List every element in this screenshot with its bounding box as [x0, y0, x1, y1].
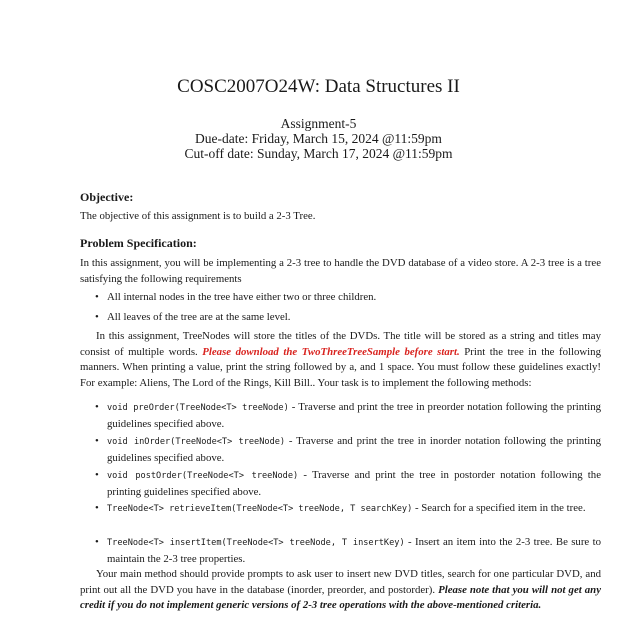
objective-heading: Objective: [80, 190, 134, 204]
closing-paragraph [80, 567, 601, 614]
requirement-item [95, 290, 601, 306]
method-item [95, 400, 601, 432]
method-item [95, 501, 601, 518]
requirement-text: All internal nodes in the tree have either two or three children. [107, 291, 377, 303]
requirement-item [95, 310, 601, 326]
bullet-icon: • [95, 435, 99, 447]
problem-paragraph-2 [80, 329, 601, 391]
bullet-icon: • [95, 401, 99, 413]
assignment-number: Assignment-5 [280, 116, 357, 131]
credit-warning: Please note that you will not get any credit if you do not implement generic versions of 2-3 tree operations with the above-mentioned criteria. [80, 583, 601, 611]
method-description: - Search for a specified item in the tree. [412, 502, 586, 514]
problem-heading: Problem Specification: [80, 236, 197, 250]
bullet-icon: • [95, 469, 99, 481]
objective-text: The objective of this assignment is to build a 2-3 Tree. [80, 210, 316, 222]
cutoff-date: Cut-off date: Sunday, March 17, 2024 @11:59pm [184, 146, 453, 161]
requirement-text: All leaves of the tree are at the same level. [107, 311, 291, 323]
document-title: COSC2007O24W: Data Structures II [177, 76, 460, 97]
method-item [95, 535, 601, 567]
paragraph-text: Print the tree in the following manners. When printing a value, print the string followed by a, and 1 space. You must follow these guidelines exactly! For example: Aliens, The Lord of the Rings, Kill Bill.. Your task is to implement the following methods: [80, 345, 601, 389]
method-signature: TreeNode<T> retrieveItem(TreeNode<T> treeNode, T searchKey) [107, 504, 413, 514]
method-signature: void preOrder(TreeNode<T> treeNode) [107, 403, 289, 413]
download-notice: Please download the TwoThreeTreeSample before start. [202, 345, 460, 358]
method-description: - Traverse and print the tree in postorder notation following the printing guidelines specified above. [107, 469, 601, 498]
method-description: - Traverse and print the tree in preorder notation following the printing guidelines specified above. [107, 401, 601, 430]
due-date: Due-date: Friday, March 15, 2024 @11:59pm [195, 131, 442, 146]
bullet-icon: • [95, 291, 99, 303]
method-item [95, 434, 601, 466]
method-description: - Insert an item into the 2-3 tree. Be sure to maintain the 2-3 tree properties. [107, 536, 601, 565]
paragraph-text: In this assignment, TreeNodes will store the titles of the DVDs. The title will be stored as a string and titles may consist of multiple words. [80, 330, 601, 358]
method-item [95, 468, 601, 500]
method-signature: TreeNode<T> insertItem(TreeNode<T> treeNode, T insertKey) [107, 538, 405, 548]
method-description: - Traverse and print the tree in inorder notation following the printing guidelines specified above. [107, 435, 601, 464]
paragraph-text: Your main method should provide prompts to ask user to insert new DVD titles, search for one particular DVD, and print out all the DVD you have in the database (inorder, preorder, and postorder). [80, 568, 601, 596]
method-signature: void inOrder(TreeNode<T> treeNode) [107, 437, 286, 447]
bullet-icon: • [95, 536, 99, 548]
bullet-icon: • [95, 311, 99, 323]
method-signature: void postOrder(TreeNode<T> treeNode) [107, 471, 299, 481]
bullet-icon: • [95, 502, 99, 514]
problem-intro: In this assignment, you will be implementing a 2-3 tree to handle the DVD database of a video store. A 2-3 tree is a tree satisfying the following requirements [80, 257, 601, 285]
